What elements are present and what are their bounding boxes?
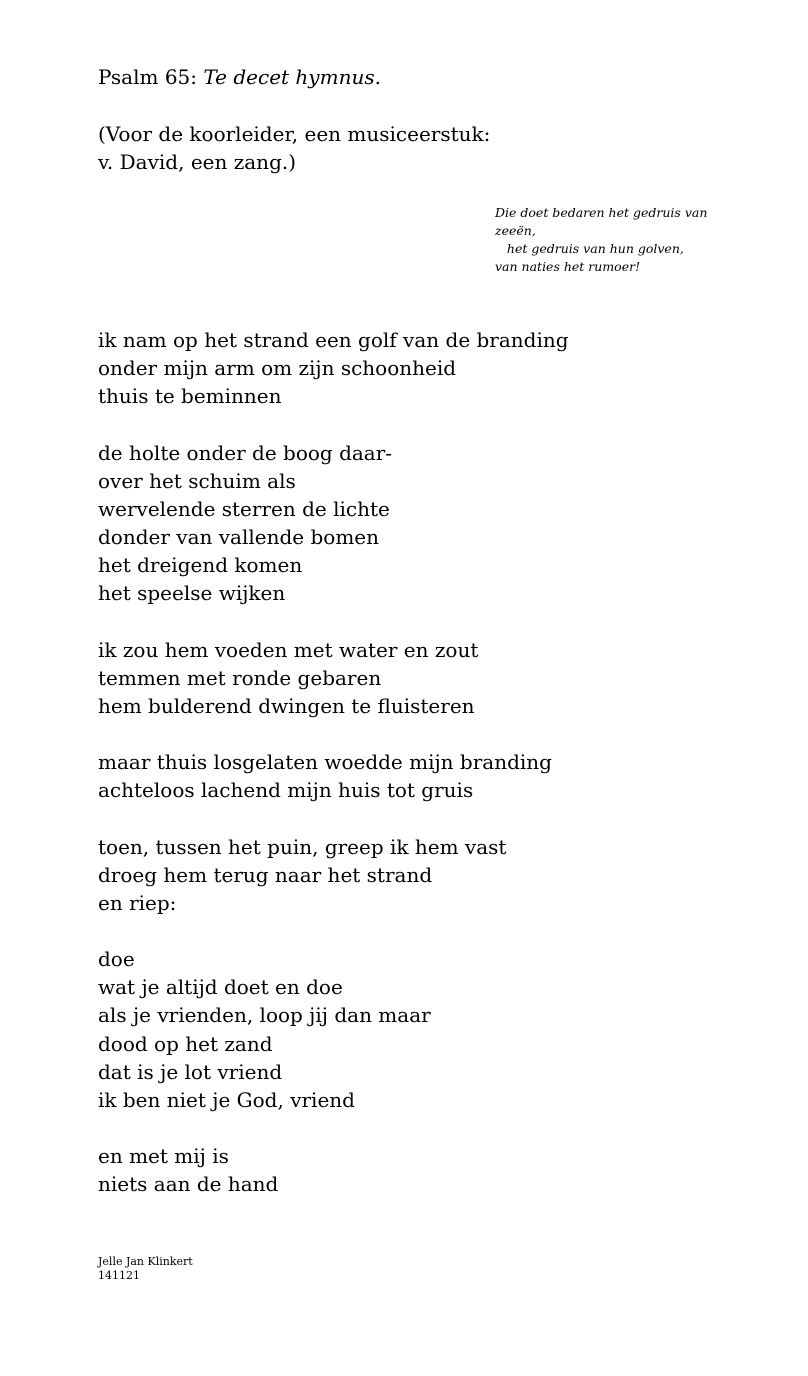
stanza (98, 748, 569, 804)
poem-line: het speelse wijken (98, 581, 286, 606)
subtitle (98, 120, 490, 176)
poem-line: en riep: (98, 890, 177, 915)
poem-line: doe (98, 947, 135, 972)
stanza (98, 439, 569, 608)
poem-line: hem bulderend dwingen te fluisteren (98, 693, 475, 718)
epigraph-line: het gedruis van hun golven, (495, 241, 684, 256)
stanza (98, 636, 569, 720)
poem-line: als je vrienden, loop jij dan maar (98, 1003, 431, 1028)
subtitle-line: (Voor de koorleider, een musiceerstuk: (98, 122, 491, 146)
poem-line: dat is je lot vriend (98, 1059, 283, 1084)
title-prefix: Psalm 65: (98, 65, 204, 89)
poem-line: achteloos lachend mijn huis tot gruis (98, 778, 474, 803)
poem-line: het dreigend komen (98, 553, 303, 578)
stanza (98, 833, 569, 917)
title-latin: Te decet hymnus. (203, 65, 381, 89)
poem-line: toen, tussen het puin, greep ik hem vast (98, 834, 507, 859)
epigraph (495, 204, 707, 276)
poem-line: ik nam op het strand een golf van de branding (98, 328, 569, 352)
poem-line: wervelende sterren de lichte (98, 496, 390, 521)
page-title (98, 63, 381, 91)
stanza (98, 945, 569, 1114)
poem-line: over het schuim als (98, 468, 296, 493)
poem-line: droeg hem terug naar het strand (98, 862, 433, 887)
poem-line: ik ben niet je God, vriend (98, 1087, 355, 1112)
epigraph-line: Die doet bedaren het gedruis van (495, 205, 708, 220)
poem-line: niets aan de hand (98, 1172, 279, 1197)
stanza (98, 1142, 569, 1198)
author-name: Jelle Jan Klinkert (98, 1255, 193, 1268)
poem-line: thuis te beminnen (98, 384, 282, 409)
poem-line: wat je altijd doet en doe (98, 975, 343, 1000)
poem-line: donder van vallende bomen (98, 524, 379, 549)
poem-line: en met mij is (98, 1144, 229, 1169)
poem-line: temmen met ronde gebaren (98, 665, 382, 690)
stanza (98, 326, 569, 410)
signature (98, 1255, 193, 1283)
signature-date: 141121 (98, 1269, 140, 1282)
epigraph-line: zeeën, (495, 223, 536, 238)
poem-line: de holte onder de boog daar- (98, 440, 393, 465)
subtitle-line: v. David, een zang.) (98, 150, 297, 174)
poem-body (98, 326, 569, 1227)
poem-line: ik zou hem voeden met water en zout (98, 637, 479, 662)
poem-line: onder mijn arm om zijn schoonheid (98, 356, 457, 381)
epigraph-line: van naties het rumoer! (495, 259, 641, 274)
poem-line: maar thuis losgelaten woedde mijn branding (98, 750, 552, 775)
poem-line: dood op het zand (98, 1031, 273, 1056)
